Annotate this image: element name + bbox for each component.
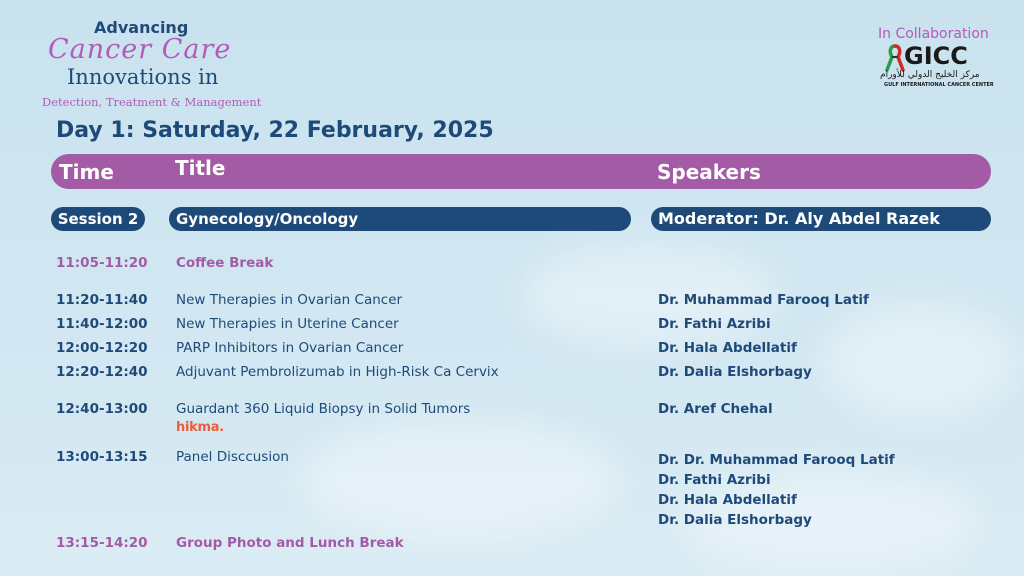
session-moderator: Moderator: Dr. Aly Abdel Razek [651,207,991,231]
ribbon-icon [884,44,906,72]
row-speaker: Dr. Aref Chehal [658,401,773,417]
gicc-logo [870,42,992,94]
panel-speaker: Dr. Hala Abdellatif [658,492,797,508]
logo-advancing: Advancing [94,18,189,37]
row-time: 13:00-13:15 [56,449,148,465]
row-time: 12:20-12:40 [56,364,148,380]
gicc-arabic-name: مركز الخليج الدولي للأورام [880,70,980,80]
background-cloud [300,420,620,540]
background-cloud [820,300,1020,420]
row-time: 12:40-13:00 [56,401,148,417]
row-title: Guardant 360 Liquid Biopsy in Solid Tumors [176,401,471,417]
row-speaker: Dr. Dalia Elshorbagy [658,364,812,380]
row-title: Panel Disccusion [176,449,289,465]
session-label: Session 2 [51,207,145,231]
gicc-name: GICC [904,42,968,70]
row-title: New Therapies in Uterine Cancer [176,316,399,332]
row-time: 11:40-12:00 [56,316,148,332]
collaboration-label: In Collaboration [878,26,989,42]
day-title: Day 1: Saturday, 22 February, 2025 [56,118,494,143]
row-title: Coffee Break [176,255,274,271]
row-title: Group Photo and Lunch Break [176,535,404,551]
row-title: PARP Inhibitors in Ovarian Cancer [176,340,404,356]
row-time: 12:00-12:20 [56,340,148,356]
table-header [51,154,991,189]
logo-detection: Detection, Treatment & Management [42,95,262,109]
event-logo [40,14,280,110]
header-title: Title [175,156,226,180]
logo-cancer-care: Cancer Care [48,34,232,65]
row-time: 11:05-11:20 [56,255,148,271]
panel-speaker: Dr. Fathi Azribi [658,472,771,488]
row-title: Adjuvant Pembrolizumab in High-Risk Ca Cervix [176,364,499,380]
row-speaker: Dr. Hala Abdellatif [658,340,797,356]
panel-speaker: Dr. Dalia Elshorbagy [658,512,812,528]
header-time: Time [59,160,114,184]
row-speaker: Dr. Muhammad Farooq Latif [658,292,869,308]
logo-innovations: Innovations in [67,65,219,89]
panel-speaker: Dr. Dr. Muhammad Farooq Latif [658,452,895,468]
row-time: 11:20-11:40 [56,292,148,308]
header-speakers: Speakers [657,160,761,184]
row-time: 13:15-14:20 [56,535,148,551]
session-topic: Gynecology/Oncology [169,207,631,231]
row-title: New Therapies in Ovarian Cancer [176,292,403,308]
panel-speakers [658,450,895,530]
gicc-english-name: GULF INTERNATIONAL CANCER CENTER [884,82,994,88]
sponsor-logo: hikma. [176,420,224,435]
row-speaker: Dr. Fathi Azribi [658,316,771,332]
